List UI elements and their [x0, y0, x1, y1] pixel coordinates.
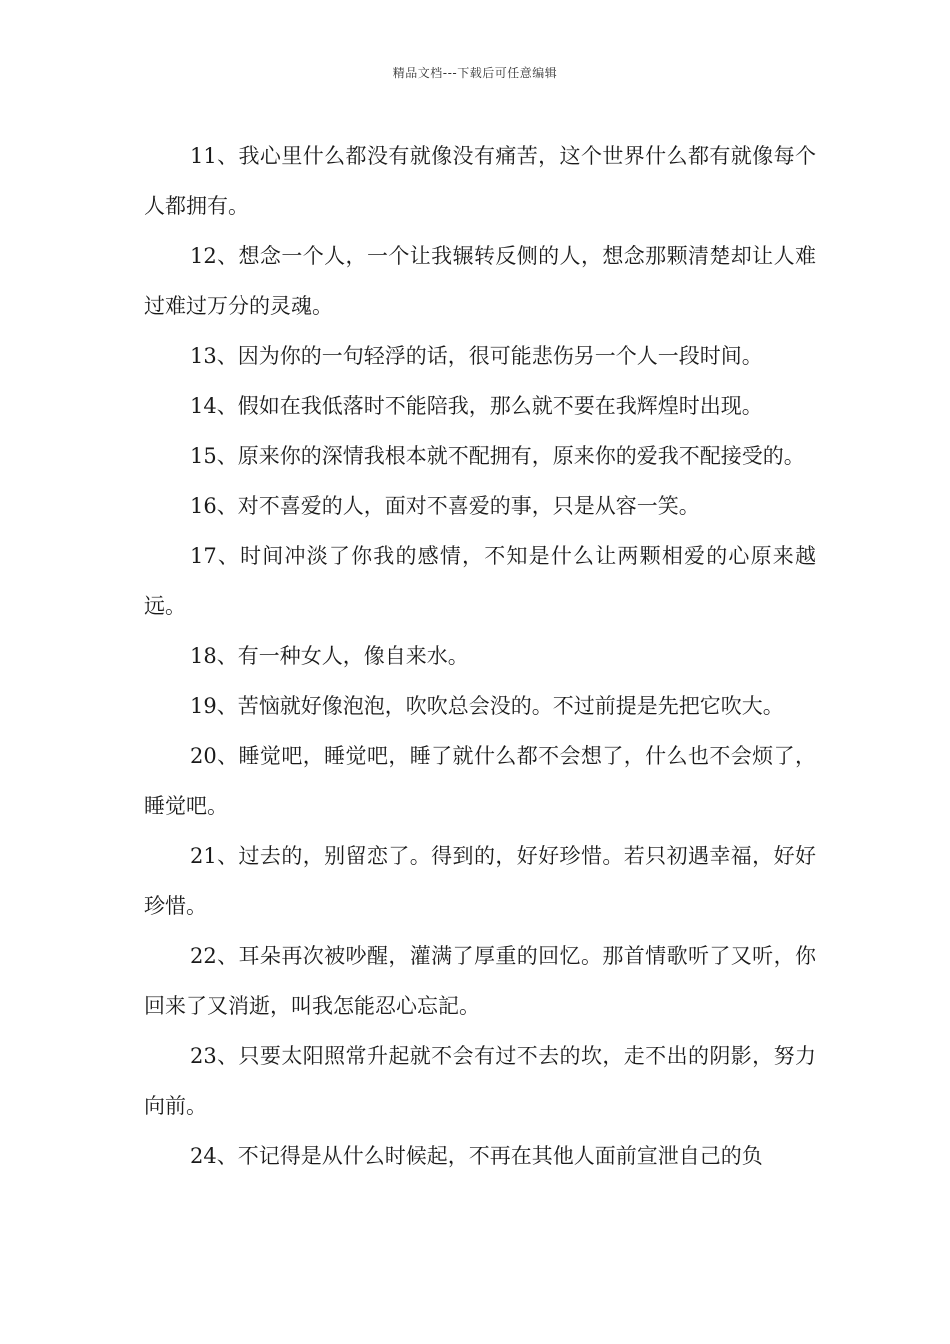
paragraph-20: 20、睡觉吧，睡觉吧，睡了就什么都不会想了，什么也不会烦了，睡觉吧。 [144, 744, 816, 818]
paragraph-17: 17、时间冲淡了你我的感情，不知是什么让两颗相爱的心原来越远。 [144, 544, 816, 618]
paragraph-15: 15、原来你的深情我根本就不配拥有，原来你的爱我不配接受的。 [190, 444, 805, 468]
paragraph-21: 21、过去的，别留恋了。得到的，好好珍惜。若只初遇幸福，好好珍惜。 [144, 844, 816, 918]
paragraph-22: 22、耳朵再次被吵醒，灌满了厚重的回忆。那首情歌听了又听，你回来了又消逝，叫我怎能忍心忘記。 [144, 944, 816, 1018]
page-header: 精品文档---下载后可任意编辑 [392, 66, 558, 80]
paragraph-11: 11、我心里什么都没有就像没有痛苦，这个世界什么都有就像每个人都拥有。 [144, 144, 816, 218]
paragraph-13: 13、因为你的一句轻浮的话，很可能悲伤另一个人一段时间。 [190, 344, 763, 368]
paragraph-14: 14、假如在我低落时不能陪我，那么就不要在我辉煌时出现。 [190, 394, 763, 418]
paragraph-24: 24、不记得是从什么时候起，不再在其他人面前宣泄自己的负 [190, 1144, 763, 1168]
paragraph-16: 16、对不喜爱的人，面对不喜爱的事，只是从容一笑。 [190, 494, 700, 518]
paragraph-18: 18、有一种女人，像自来水。 [190, 644, 469, 668]
paragraph-23: 23、只要太阳照常升起就不会有过不去的坎，走不出的阴影，努力向前。 [144, 1044, 816, 1118]
paragraph-12: 12、想念一个人，一个让我辗转反侧的人，想念那颗清楚却让人难过难过万分的灵魂。 [144, 244, 816, 318]
document-body [144, 131, 816, 1181]
paragraph-19: 19、苦恼就好像泡泡，吹吹总会没的。不过前提是先把它吹大。 [190, 694, 784, 718]
